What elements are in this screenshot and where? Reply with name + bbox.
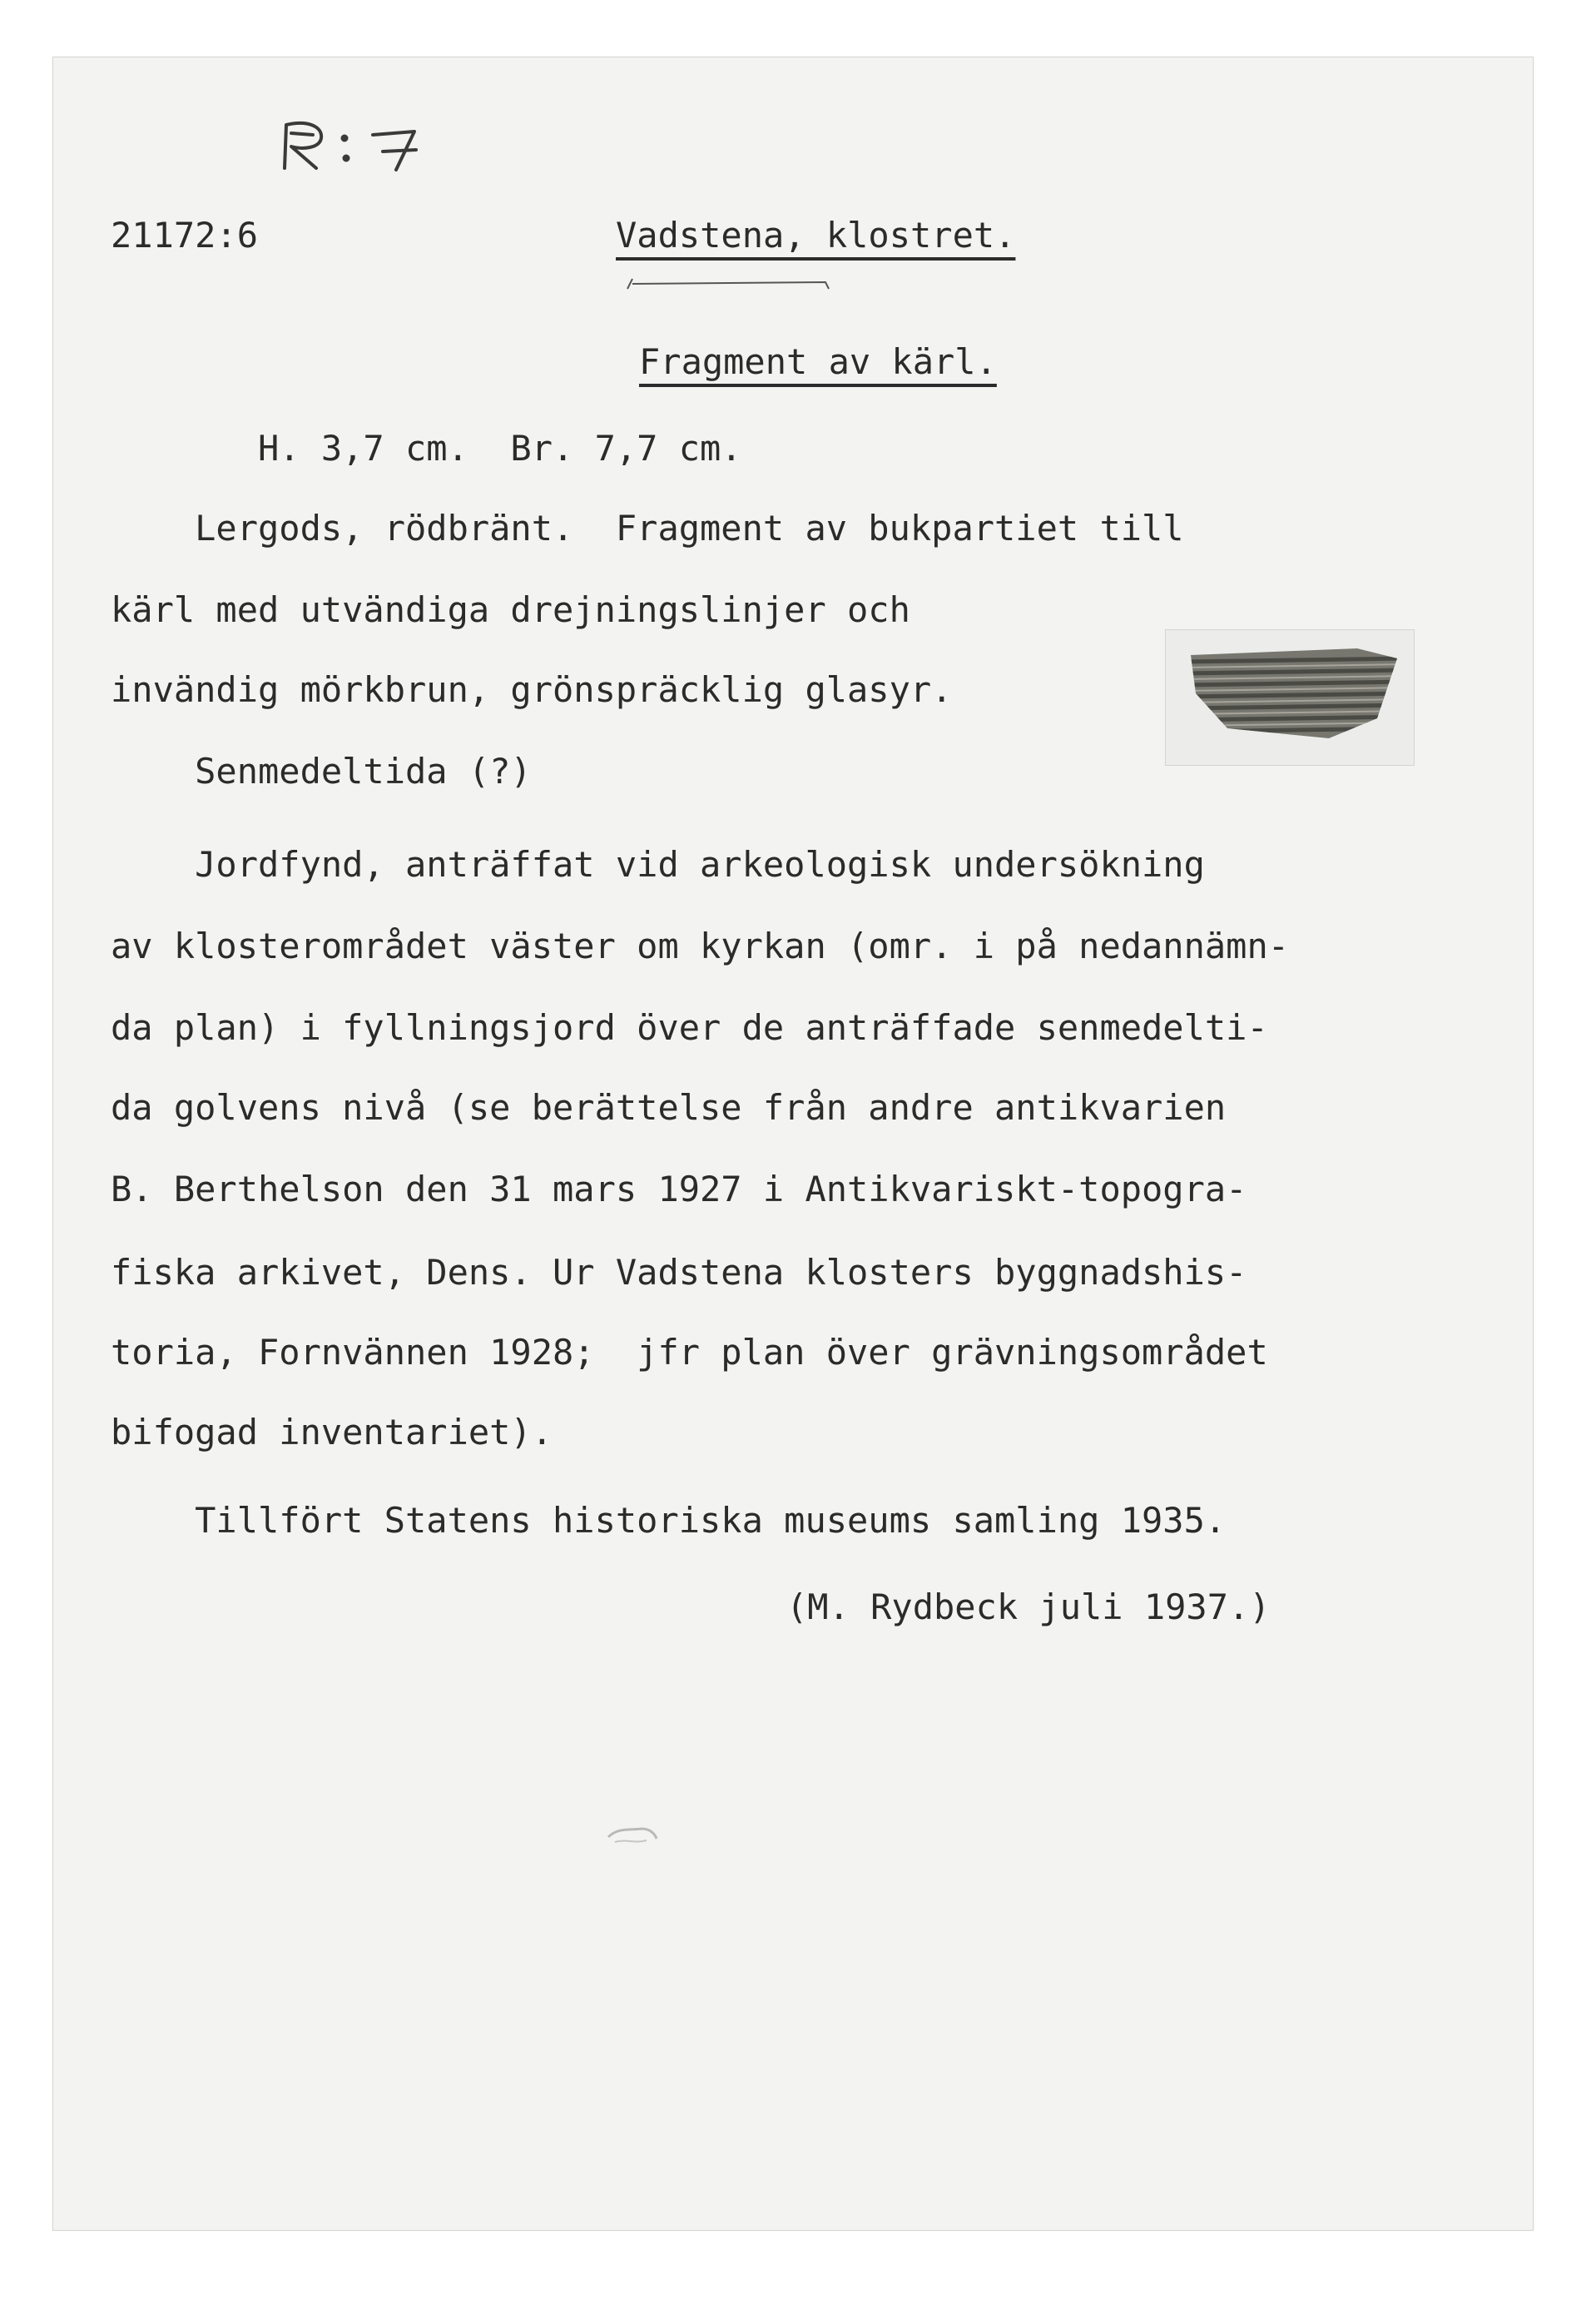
catalog-card bbox=[52, 57, 1534, 2231]
underline-bracket bbox=[626, 277, 834, 292]
find-line: Jordfynd, anträffat vid arkeologisk undersökning bbox=[111, 844, 1205, 885]
find-line: da golvens nivå (se berättelse från andre antikvarien bbox=[111, 1087, 1227, 1128]
find-line: B. Berthelson den 31 mars 1927 i Antikvariskt-topogra- bbox=[111, 1169, 1247, 1209]
location-heading: Vadstena, klostret. bbox=[616, 215, 1016, 256]
find-line: da plan) i fyllningsjord över de anträffade senmedelti- bbox=[111, 1007, 1268, 1048]
sherd-image bbox=[1166, 630, 1414, 765]
signature: (M. Rydbeck juli 1937.) bbox=[786, 1586, 1271, 1627]
dating-line: Senmedeltida (?) bbox=[111, 751, 532, 792]
find-line: bifogad inventariet). bbox=[111, 1412, 553, 1452]
find-line: fiska arkivet, Dens. Ur Vadstena klosters byggnadshis- bbox=[111, 1252, 1247, 1293]
object-title: Fragment av kärl. bbox=[639, 341, 997, 382]
description-line: kärl med utvändiga drejningslinjer och bbox=[111, 589, 910, 630]
sherd-photo bbox=[1165, 629, 1415, 766]
find-line: av klosterområdet väster om kyrkan (omr. i på nedannämn- bbox=[111, 926, 1290, 966]
acquisition-line: Tillfört Statens historiska museums samling 1935. bbox=[111, 1500, 1227, 1541]
ink-smudge bbox=[603, 1819, 662, 1852]
dimensions: H. 3,7 cm. Br. 7,7 cm. bbox=[258, 428, 742, 469]
handwritten-mark bbox=[275, 110, 458, 176]
description-line: invändig mörkbrun, grönspräcklig glasyr. bbox=[111, 669, 953, 710]
inventory-number: 21172:6 bbox=[111, 215, 259, 256]
find-line: toria, Fornvännen 1928; jfr plan över grävningsområdet bbox=[111, 1332, 1268, 1373]
description-line: Lergods, rödbränt. Fragment av bukpartiet till bbox=[111, 508, 1184, 549]
